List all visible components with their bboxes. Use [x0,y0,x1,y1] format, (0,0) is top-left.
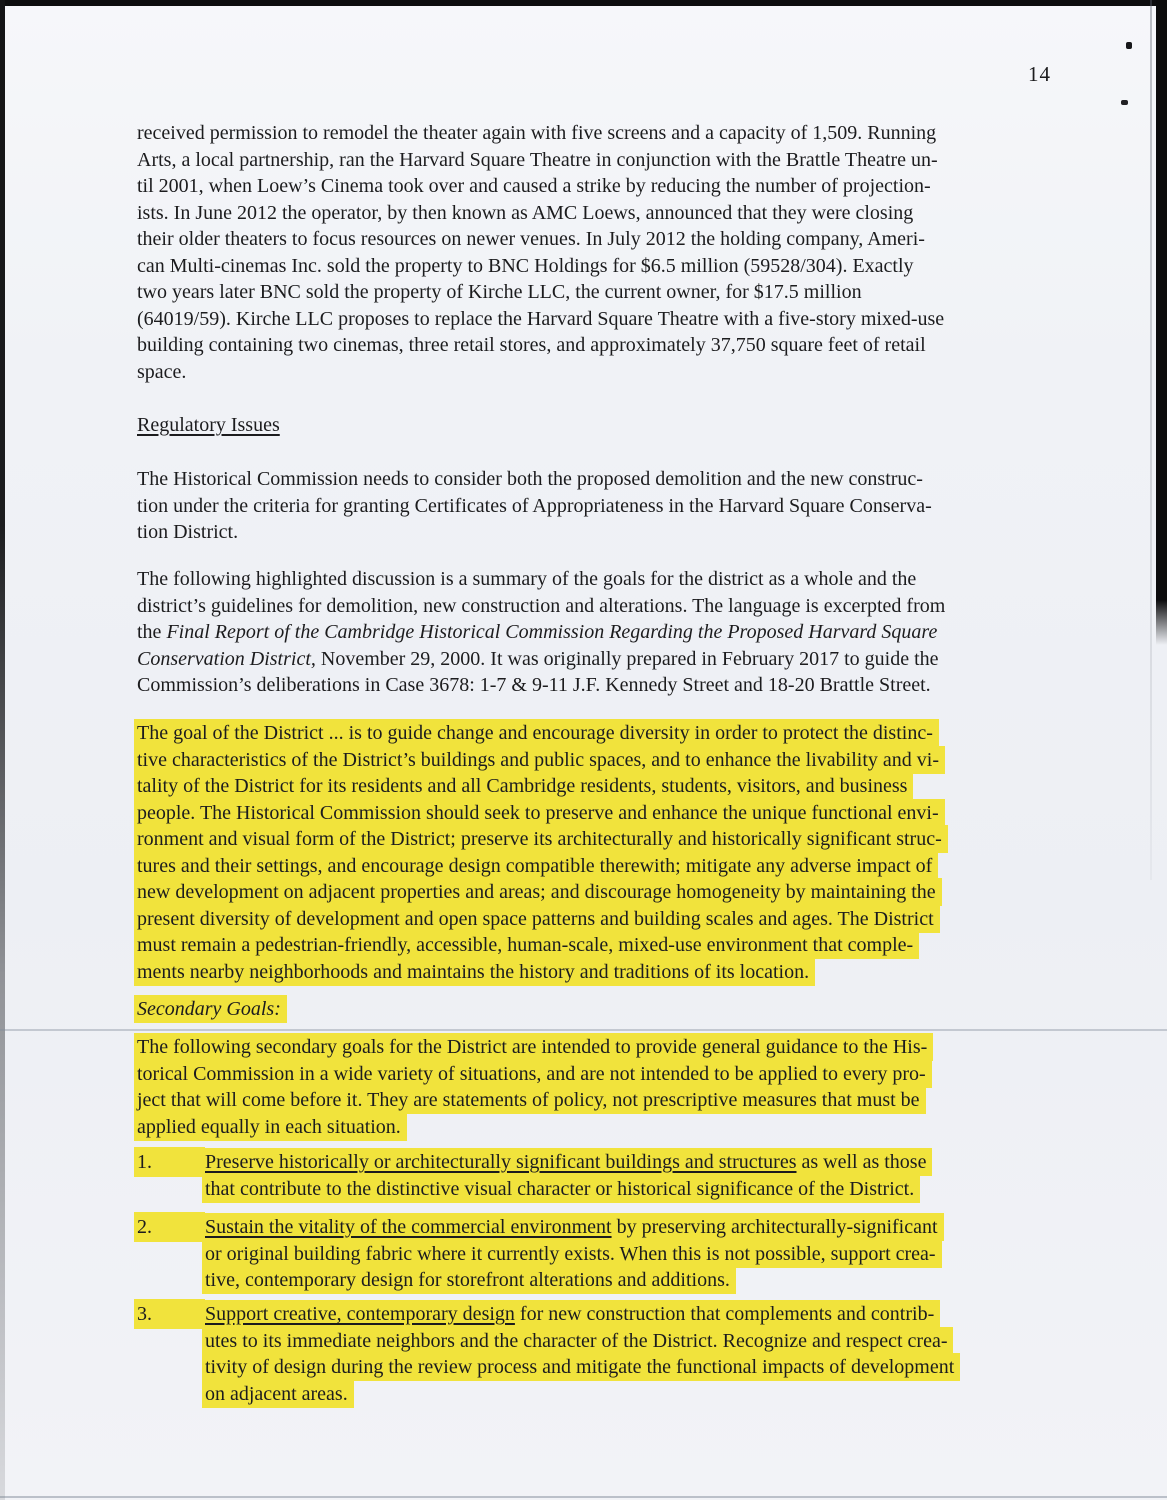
text-line: applied equally in each situation. [137,1114,1052,1141]
text-line: Commission’s deliberations in Case 3678: 1-7 & 9-11 J.F. Kennedy Street and 18-20 Brattle Street. [137,674,931,696]
scan-edge-left [0,0,5,1500]
list-item-3-text [205,1301,1120,1407]
text-line: Conservation District, November 29, 2000. It was originally prepared in February 2017 to guide the [137,647,939,670]
paragraph-excerpt-source [137,566,1052,699]
text-line: The goal of the District ... is to guide change and encourage diversity in order to protect the distinc- [137,720,1052,747]
text-line: on adjacent areas. [205,1381,1120,1408]
text-line: people. The Historical Commission should seek to preserve and enhance the unique functional envi- [137,800,1052,827]
text-line: ject that will come before it. They are statements of policy, not prescriptive measures that must be [137,1087,1052,1114]
highlighted-paragraph-secondary-goals-intro [137,1034,1052,1140]
text-line: Support creative, contemporary design for new construction that complements and contrib- [205,1301,1120,1328]
text-line: utes to its immediate neighbors and the character of the District. Recognize and respect crea- [205,1328,1120,1355]
text-line: torical Commission in a wide variety of situations, and are not intended to be applied to every pro- [137,1061,1052,1088]
text-line: present diversity of development and open space patterns and building scales and ages. The District [137,906,1052,933]
paragraph-commission-criteria [137,466,1052,546]
scan-streak-right [1150,0,1152,880]
text-line: that contribute to the distinctive visual character or historical significance of the District. [205,1176,1120,1203]
highlighted-paragraph-district-goal [137,720,1052,985]
page-number: 14 [1028,62,1051,86]
scan-edge-bottom [0,1496,1167,1498]
scan-speck-1 [1126,42,1132,49]
text-line: The following highlighted discussion is a summary of the goals for the district as a whole and the [137,568,917,590]
list-item-2-number: 2. [134,1212,205,1242]
list-item-1 [137,1149,1120,1202]
text-line: ists. In June 2012 the operator, by then known as AMC Loews, announced that they were closing [137,201,914,224]
text-line: space. [137,360,187,383]
list-item-1-text [205,1149,1120,1202]
scan-speck-2 [1121,100,1128,105]
list-item-2 [137,1214,1120,1294]
text-line: Sustain the vitality of the commercial environment by preserving architecturally-significant [205,1214,1120,1241]
text-line: ments nearby neighborhoods and maintains the history and traditions of its location. [137,959,1052,986]
paragraph-theater-history [137,120,1052,385]
text-line: building containing two cinemas, three retail stores, and approximately 37,750 square feet of retail [137,334,926,356]
subheading-line [137,996,1052,1023]
text-line: received permission to remodel the theater again with five screens and a capacity of 1,509. Running [137,122,937,144]
text-line: tive, contemporary design for storefront alterations and additions. [205,1267,1120,1294]
scan-seam-line [0,1029,1167,1031]
text-line: or original building fabric where it currently exists. When this is not possible, support crea- [205,1241,1120,1268]
scan-edge-right [1156,0,1167,645]
text-line: their older theaters to focus resources on newer venues. In July 2012 the holding company, Ameri- [137,228,925,250]
text-line: two years later BNC sold the property of Kirche LLC, the current owner, for $17.5 million [137,281,862,303]
list-item-2-text [205,1214,1120,1294]
text-line: (64019/59). Kirche LLC proposes to replace the Harvard Square Theatre with a five-story mixed-use [137,307,945,330]
text-line: tures and their settings, and encourage design compatible therewith; mitigate any adverse impact of [137,853,1052,880]
section-heading-regulatory-issues [137,412,1052,439]
text-line: Preserve historically or architecturally significant buildings and structures as well as those [205,1149,1120,1176]
text-line: tion District. [137,521,239,543]
list-item-1-number: 1. [134,1147,205,1177]
text-line: The following secondary goals for the District are intended to provide general guidance to the His- [137,1034,1052,1061]
text-line: the Final Report of the Cambridge Historical Commission Regarding the Proposed Harvard Square [137,621,938,643]
text-line: tive characteristics of the District’s buildings and public spaces, and to enhance the livability and vi- [137,747,1052,774]
text-line: must remain a pedestrian-friendly, accessible, human-scale, mixed-use environment that comple- [137,932,1052,959]
text-line: tion under the criteria for granting Certificates of Appropriateness in the Harvard Square Conserva- [137,494,932,517]
text-line: new development on adjacent properties and areas; and discourage homogeneity by maintaining the [137,879,1052,906]
text-line: district’s guidelines for demolition, new construction and alterations. The language is excerpted from [137,594,946,617]
subheading-secondary-goals-text: Secondary Goals: [137,998,281,1020]
section-heading-text: Regulatory Issues [137,414,280,436]
list-item-3-number: 3. [134,1299,205,1329]
text-line: tality of the District for its residents and all Cambridge residents, students, visitors, and business [137,773,1052,800]
text-line: ronment and visual form of the District; preserve its architecturally and historically significant struc- [137,826,1052,853]
text-line: Arts, a local partnership, ran the Harvard Square Theatre in conjunction with the Brattle Theatre un- [137,148,938,171]
text-line: The Historical Commission needs to consider both the proposed demolition and the new construc- [137,468,923,490]
scan-edge-top [0,0,1167,6]
text-line: til 2001, when Loew’s Cinema took over and caused a strike by reducing the number of projection- [137,175,931,197]
text-line: can Multi-cinemas Inc. sold the property to BNC Holdings for $6.5 million (59528/304). Exactly [137,254,914,277]
text-line: tivity of design during the review process and mitigate the functional impacts of development [205,1354,1120,1381]
list-item-3 [137,1301,1120,1407]
subheading-secondary-goals [137,996,1052,1023]
